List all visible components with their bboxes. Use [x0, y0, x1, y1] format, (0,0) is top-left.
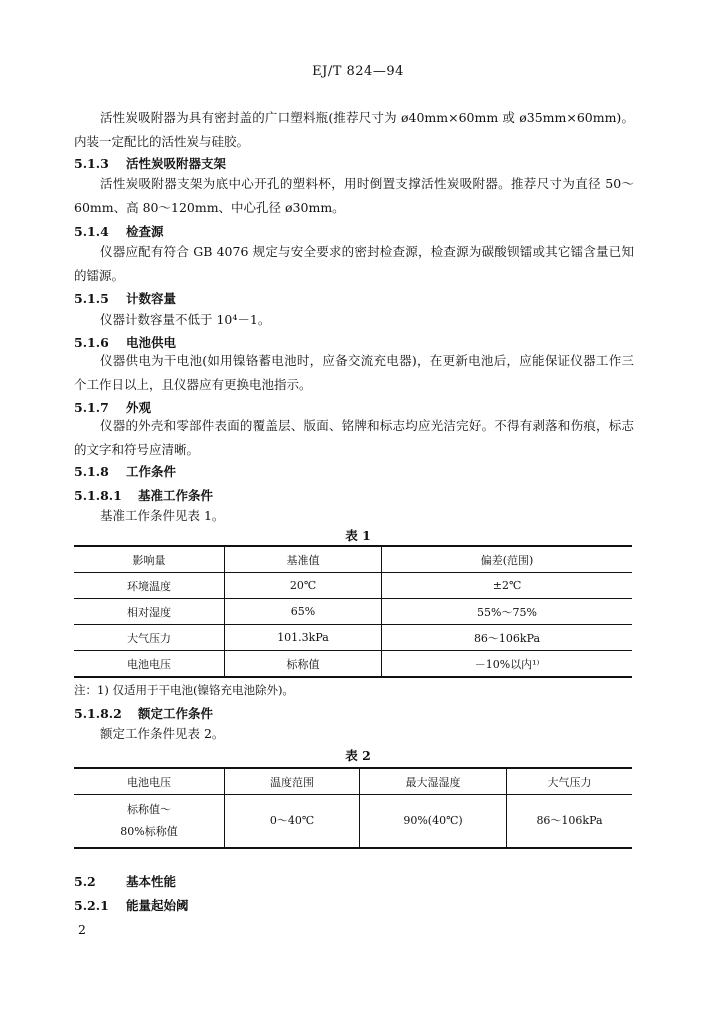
paragraph-5-1-5: 仪器计数容量不低于 10⁴－1。 — [100, 312, 271, 327]
section-title: 外观 — [126, 400, 152, 415]
table-cell: 55%～75% — [382, 599, 633, 625]
section-title: 检查源 — [126, 224, 164, 239]
table-1-footnote: 注：1) 仅适用于干电池(镍铬充电池除外)。 — [74, 683, 294, 697]
section-number: 5.1.6 — [74, 335, 109, 350]
section-title: 能量起始阈 — [126, 898, 189, 913]
column-header: 电池电压 — [74, 768, 225, 795]
section-title: 基本性能 — [126, 874, 177, 889]
table-row — [74, 599, 632, 625]
table-header-row — [74, 546, 632, 573]
section-5-1-8-2-heading — [74, 704, 213, 722]
table-header-row — [74, 768, 632, 795]
table-cell — [74, 795, 225, 849]
paragraph-5-1-4: 仪器应配有符合 GB 4076 规定与安全要求的密封检查源，检查源为碳酸钡镭或其它镭含量已知的镭源。 — [74, 244, 634, 283]
section-number: 5.1.8 — [74, 464, 109, 479]
paragraph-5-1-8-2: 额定工作条件见表 2。 — [100, 726, 225, 741]
table-cell: 86～106kPa — [507, 795, 633, 849]
paragraph-intro: 活性炭吸附器为具有密封盖的广口塑料瓶(推荐尺寸为 ø40mm×60mm 或 ø35mm×60mm)。内装一定配比的活性炭与硅胶。 — [74, 110, 634, 149]
table-cell: 20℃ — [225, 573, 382, 599]
table-row — [74, 625, 632, 651]
section-5-1-5-heading — [74, 289, 176, 307]
cell-line: 80%标称值 — [120, 825, 178, 838]
table-cell: 电池电压 — [74, 651, 225, 678]
column-header: 最大湿湿度 — [360, 768, 507, 795]
table-cell: 101.3kPa — [225, 625, 382, 651]
section-title: 电池供电 — [126, 335, 177, 350]
cell-line: 标称值～ — [127, 803, 171, 816]
paragraph-5-1-7: 仪器的外壳和零部件表面的覆盖层、版面、铭牌和标志均应光洁完好。不得有剥落和伤痕，标志的文字和符号应清晰。 — [74, 418, 634, 457]
paragraph-5-1-3: 活性炭吸附器支架为底中心开孔的塑料杯，用时倒置支撑活性炭吸附器。推荐尺寸为直径 50～60mm、高 80～120mm、中心孔径 ø30mm。 — [74, 176, 634, 215]
section-5-1-4-heading — [74, 222, 164, 240]
table-cell: 标称值 — [225, 651, 382, 678]
table-cell: －10%以内¹⁾ — [382, 651, 633, 678]
section-5-1-8-1-heading — [74, 486, 213, 504]
page-header: EJ/T 824—94 — [312, 64, 404, 79]
table-cell: 环境温度 — [74, 573, 225, 599]
column-header: 基准值 — [225, 546, 382, 573]
column-header: 温度范围 — [225, 768, 360, 795]
page-number: 2 — [78, 922, 86, 937]
section-number: 5.2 — [74, 874, 96, 889]
table-cell: 相对湿度 — [74, 599, 225, 625]
section-5-1-3-heading — [74, 154, 226, 172]
table-cell: 0～40℃ — [225, 795, 360, 849]
section-number: 5.1.3 — [74, 156, 109, 171]
column-header: 影响量 — [74, 546, 225, 573]
section-title: 额定工作条件 — [138, 706, 214, 721]
section-number: 5.1.4 — [74, 224, 109, 239]
table-row — [74, 795, 632, 849]
section-number: 5.1.5 — [74, 291, 109, 306]
table-1-caption: 表 1 — [345, 528, 371, 543]
section-title: 活性炭吸附器支架 — [126, 156, 227, 171]
section-title: 工作条件 — [126, 464, 177, 479]
table-cell: 86～106kPa — [382, 625, 633, 651]
section-5-2-1-heading — [74, 896, 189, 914]
column-header: 偏差(范围) — [382, 546, 633, 573]
paragraph-5-1-6: 仪器供电为干电池(如用镍铬蓄电池时，应备交流充电器)，在更新电池后，应能保证仪器工作三个工作日以上，且仪器应有更换电池指示。 — [74, 353, 634, 392]
table-2 — [74, 767, 632, 849]
section-5-2-heading — [74, 872, 176, 890]
section-number: 5.1.8.2 — [74, 706, 122, 721]
table-cell: 大气压力 — [74, 625, 225, 651]
table-cell: 90%(40℃) — [360, 795, 507, 849]
paragraph-5-1-8-1: 基准工作条件见表 1。 — [100, 508, 225, 523]
section-number: 5.1.7 — [74, 400, 109, 415]
column-header: 大气压力 — [507, 768, 633, 795]
table-cell: ±2℃ — [382, 573, 633, 599]
table-1 — [74, 545, 632, 678]
section-title: 计数容量 — [126, 291, 177, 306]
section-number: 5.1.8.1 — [74, 488, 122, 503]
section-number: 5.2.1 — [74, 898, 109, 913]
section-5-1-8-heading — [74, 462, 176, 480]
table-cell: 65% — [225, 599, 382, 625]
section-title: 基准工作条件 — [138, 488, 214, 503]
table-row — [74, 573, 632, 599]
table-row — [74, 651, 632, 678]
table-2-caption: 表 2 — [345, 748, 371, 763]
